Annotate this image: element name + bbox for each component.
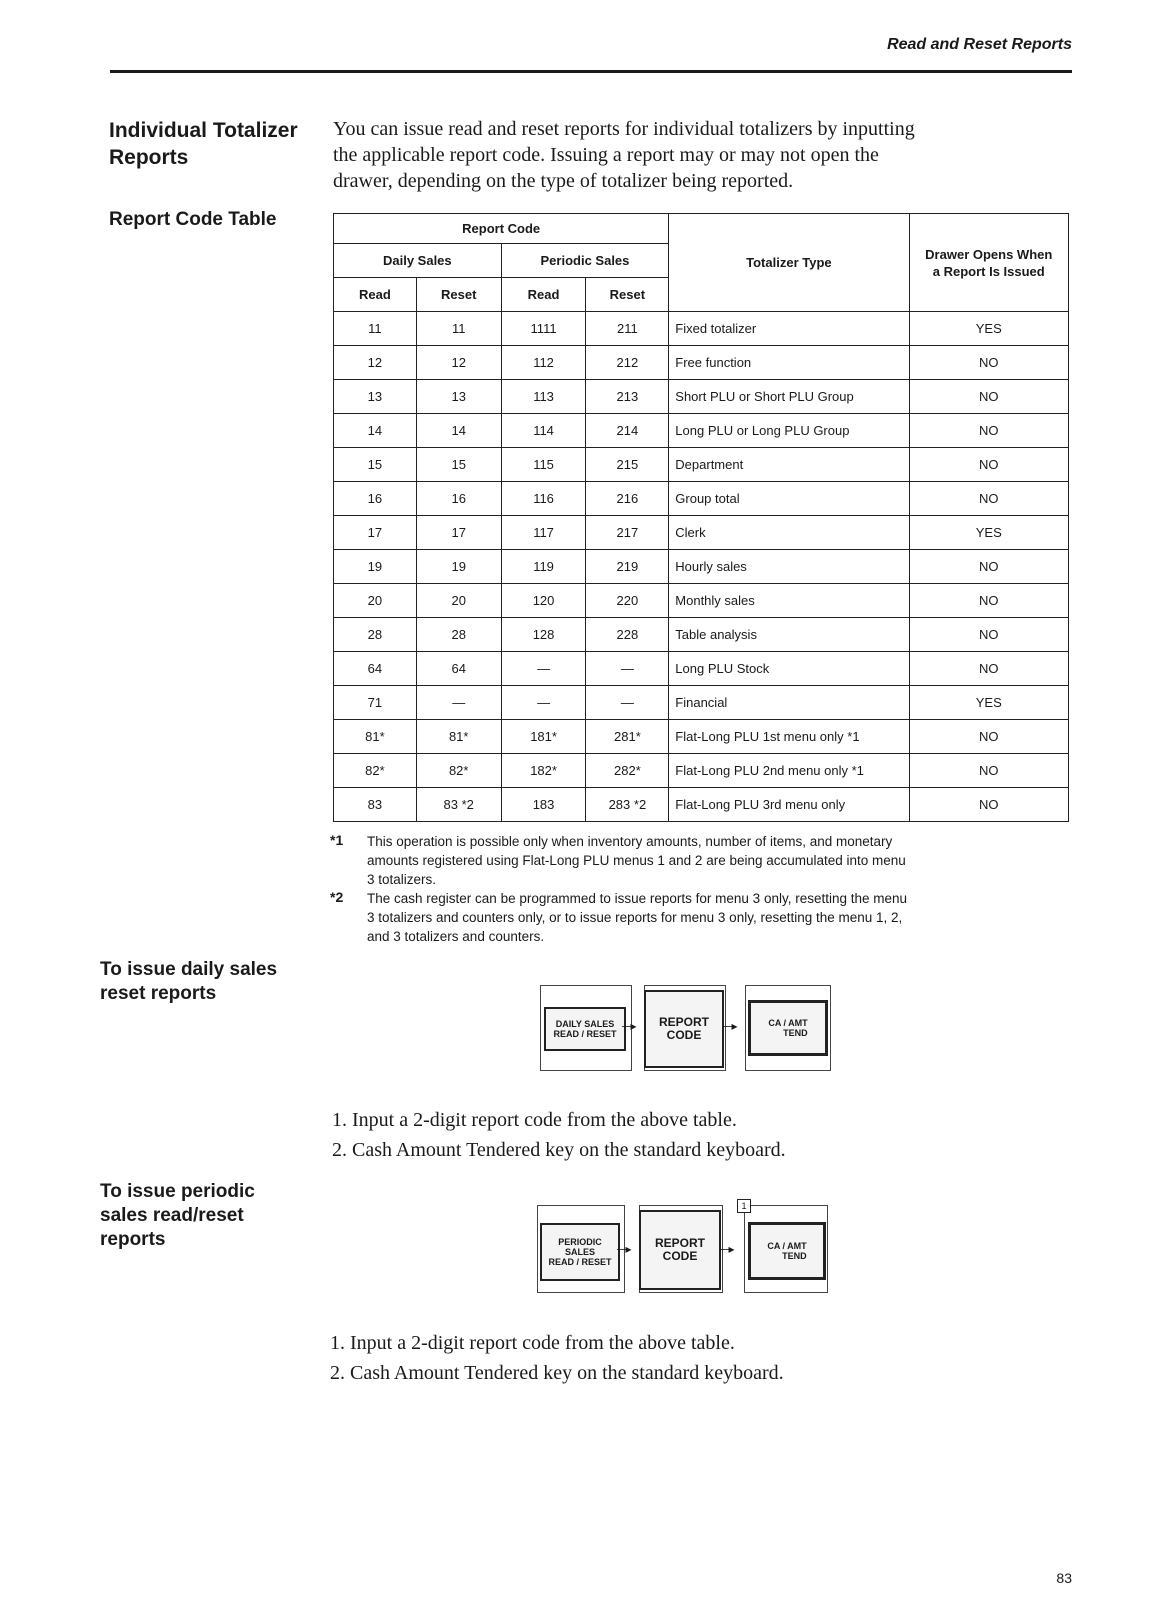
footnote-line: The cash register can be programmed to issue reports for menu 3 only, resetting the menu	[367, 891, 908, 906]
step-item: 1. Input a 2-digit report code from the above table.	[350, 1328, 1036, 1358]
th-drawer-opens-line2: a Report Is Issued	[932, 263, 1045, 279]
cell-daily-read: 28	[334, 618, 417, 652]
periodic-heading	[100, 1180, 255, 1252]
cell-daily-read: 13	[334, 380, 417, 414]
intro-line: You can issue read and reset reports for individual totalizers by inputting	[333, 118, 915, 140]
daily-reset-heading-line2: reset reports	[100, 983, 217, 1004]
key-label-line: CODE	[666, 1028, 702, 1042]
cell-daily-reset: 15	[416, 448, 501, 482]
cell-drawer: NO	[909, 380, 1069, 414]
table-row	[334, 584, 1069, 618]
daily-sales-read-reset-key[interactable]	[544, 1007, 626, 1051]
cell-daily-reset: —	[416, 686, 501, 720]
cell-daily-reset: 81*	[416, 720, 501, 754]
th-periodic-read: Read	[501, 278, 586, 312]
cell-daily-read: 17	[334, 516, 417, 550]
intro-line: drawer, depending on the type of totalizer being reported.	[333, 170, 794, 192]
cell-daily-read: 16	[334, 482, 417, 516]
th-periodic-reset: Reset	[586, 278, 669, 312]
cell-drawer: NO	[909, 448, 1069, 482]
cell-periodic-read: 116	[501, 482, 586, 516]
cell-daily-reset: 11	[416, 312, 501, 346]
cell-drawer: NO	[909, 618, 1069, 652]
cell-daily-reset: 64	[416, 652, 501, 686]
section-title-line2: Reports	[109, 146, 189, 169]
table-row	[334, 788, 1069, 822]
key-label-line: READ / RESET	[548, 1257, 612, 1267]
key-label-line: CA / AMT	[767, 1241, 807, 1251]
cell-drawer: YES	[909, 686, 1069, 720]
page-number: 83	[1056, 1570, 1072, 1586]
cell-periodic-reset: 281*	[586, 720, 669, 754]
cell-type: Monthly sales	[669, 584, 909, 618]
cell-type: Flat-Long PLU 3rd menu only	[669, 788, 909, 822]
cell-periodic-reset: —	[586, 686, 669, 720]
key-label-line: PERIODIC	[558, 1237, 602, 1247]
th-totalizer-type: Totalizer Type	[669, 214, 909, 312]
cell-type: Hourly sales	[669, 550, 909, 584]
cell-type: Fixed totalizer	[669, 312, 909, 346]
key-label-line: TEND	[782, 1251, 807, 1261]
table-row	[334, 652, 1069, 686]
cell-periodic-reset: 213	[586, 380, 669, 414]
cell-daily-reset: 13	[416, 380, 501, 414]
header-rule	[110, 70, 1072, 73]
cell-daily-read: 82*	[334, 754, 417, 788]
cell-periodic-read: 128	[501, 618, 586, 652]
cell-type: Short PLU or Short PLU Group	[669, 380, 909, 414]
footnote-line: 3 totalizers and counters only, or to issue reports for menu 3 only, resetting the menu 1, 2,	[367, 910, 903, 925]
daily-reset-key-sequence	[540, 985, 840, 1075]
key-label-line: REPORT	[654, 1236, 705, 1250]
periodic-sales-read-reset-key[interactable]	[540, 1223, 620, 1281]
cell-periodic-read: 115	[501, 448, 586, 482]
table-row	[334, 482, 1069, 516]
cell-type: Flat-Long PLU 1st menu only *1	[669, 720, 909, 754]
cell-periodic-read: 183	[501, 788, 586, 822]
arrow-right-icon: ─▸	[622, 1019, 637, 1033]
cell-daily-read: 19	[334, 550, 417, 584]
key-label	[767, 1241, 806, 1261]
cell-periodic-reset: 217	[586, 516, 669, 550]
cell-daily-reset: 28	[416, 618, 501, 652]
key-label	[768, 1018, 807, 1038]
cell-daily-reset: 12	[416, 346, 501, 380]
intro-paragraph	[333, 116, 1073, 194]
section-title	[109, 117, 298, 171]
daily-reset-steps	[318, 1105, 1038, 1165]
cell-periodic-reset: 215	[586, 448, 669, 482]
footnote	[330, 889, 1072, 946]
footnote-line: 3 totalizers.	[367, 872, 437, 887]
th-periodic-sales: Periodic Sales	[501, 244, 669, 278]
cell-drawer: NO	[909, 584, 1069, 618]
section-title-line1: Individual Totalizer	[109, 119, 298, 142]
footnote-line: amounts registered using Flat-Long PLU menus 1 and 2 are being accumulated into menu	[367, 853, 906, 868]
cell-periodic-reset: 220	[586, 584, 669, 618]
cell-periodic-reset: 211	[586, 312, 669, 346]
footnote-mark: *1	[330, 832, 344, 848]
cell-periodic-read: 112	[501, 346, 586, 380]
periodic-heading-line2: sales read/reset	[100, 1205, 244, 1226]
periodic-heading-line3: reports	[100, 1229, 166, 1250]
cell-drawer: NO	[909, 788, 1069, 822]
key-label-line: CA / AMT	[768, 1018, 808, 1028]
key-label-line: TEND	[783, 1028, 808, 1038]
table-row	[334, 380, 1069, 414]
periodic-key-sequence	[537, 1201, 837, 1297]
cell-type: Free function	[669, 346, 909, 380]
cell-periodic-reset: 219	[586, 550, 669, 584]
report-code-table	[333, 213, 1069, 822]
cell-type: Clerk	[669, 516, 909, 550]
cell-daily-read: 15	[334, 448, 417, 482]
footnote-line: This operation is possible only when inventory amounts, number of items, and monetary	[367, 834, 893, 849]
steps-list	[318, 1105, 1038, 1165]
footnote-text	[367, 889, 907, 946]
cell-periodic-read: 119	[501, 550, 586, 584]
report-code-key[interactable]	[639, 1210, 721, 1290]
cell-type: Department	[669, 448, 909, 482]
th-drawer-opens	[909, 214, 1069, 312]
key-badge: 1	[737, 1199, 751, 1213]
cell-daily-read: 83	[334, 788, 417, 822]
cell-daily-reset: 16	[416, 482, 501, 516]
cell-periodic-reset: 212	[586, 346, 669, 380]
cell-daily-reset: 14	[416, 414, 501, 448]
footnote-text	[367, 832, 906, 889]
cell-daily-read: 71	[334, 686, 417, 720]
key-label-line: CODE	[662, 1249, 698, 1263]
cell-drawer: NO	[909, 754, 1069, 788]
table-body	[334, 312, 1069, 822]
arrow-right-icon: ─▸	[723, 1019, 738, 1033]
cell-periodic-reset: 216	[586, 482, 669, 516]
key-label-line: REPORT	[658, 1015, 709, 1029]
cell-daily-read: 64	[334, 652, 417, 686]
key-label	[655, 1237, 705, 1263]
th-daily-reset: Reset	[416, 278, 501, 312]
cell-daily-reset: 82*	[416, 754, 501, 788]
cell-periodic-read: 117	[501, 516, 586, 550]
cell-periodic-reset: 228	[586, 618, 669, 652]
cell-periodic-read: 120	[501, 584, 586, 618]
daily-reset-heading	[100, 958, 277, 1006]
cell-daily-read: 81*	[334, 720, 417, 754]
table-row	[334, 448, 1069, 482]
table-row	[334, 312, 1069, 346]
cell-periodic-read: 1111	[501, 312, 586, 346]
steps-list	[316, 1328, 1036, 1388]
table-row	[334, 720, 1069, 754]
cell-daily-reset: 19	[416, 550, 501, 584]
table-row	[334, 516, 1069, 550]
periodic-steps	[316, 1328, 1036, 1388]
cell-periodic-read: —	[501, 686, 586, 720]
cell-type: Group total	[669, 482, 909, 516]
key-label	[548, 1237, 611, 1267]
cell-daily-read: 11	[334, 312, 417, 346]
cell-drawer: NO	[909, 652, 1069, 686]
arrow-right-icon: ─▸	[720, 1242, 735, 1256]
cell-periodic-reset: —	[586, 652, 669, 686]
key-label-line: DAILY SALES	[555, 1019, 615, 1029]
step-item: 2. Cash Amount Tendered key on the standard keyboard.	[350, 1358, 1036, 1388]
key-label-line: READ / RESET	[553, 1029, 617, 1039]
cell-periodic-read: 181*	[501, 720, 586, 754]
intro-line: the applicable report code. Issuing a report may or may not open the	[333, 144, 879, 166]
cell-type: Financial	[669, 686, 909, 720]
cell-periodic-read: 114	[501, 414, 586, 448]
footnote-line: and 3 totalizers and counters.	[367, 929, 545, 944]
table-row	[334, 550, 1069, 584]
cell-drawer: NO	[909, 414, 1069, 448]
cell-drawer: YES	[909, 516, 1069, 550]
cell-drawer: NO	[909, 482, 1069, 516]
cell-daily-reset: 83 *2	[416, 788, 501, 822]
key-label	[659, 1016, 709, 1042]
cell-periodic-read: 182*	[501, 754, 586, 788]
cell-daily-reset: 20	[416, 584, 501, 618]
cell-periodic-read: 113	[501, 380, 586, 414]
running-header: Read and Reset Reports	[887, 36, 1072, 53]
table-row	[334, 686, 1069, 720]
daily-reset-heading-line1: To issue daily sales	[100, 959, 278, 980]
cell-type: Long PLU or Long PLU Group	[669, 414, 909, 448]
table-row	[334, 414, 1069, 448]
ca-amt-tend-key[interactable]	[748, 1222, 826, 1280]
cell-drawer: NO	[909, 720, 1069, 754]
table-row	[334, 346, 1069, 380]
cell-periodic-reset: 214	[586, 414, 669, 448]
th-daily-sales: Daily Sales	[334, 244, 502, 278]
periodic-heading-line1: To issue periodic	[100, 1181, 255, 1202]
footnotes	[330, 832, 1072, 946]
cell-type: Long PLU Stock	[669, 652, 909, 686]
cell-type: Table analysis	[669, 618, 909, 652]
table-row	[334, 754, 1069, 788]
ca-amt-tend-key[interactable]	[748, 1000, 828, 1056]
cell-daily-read: 20	[334, 584, 417, 618]
cell-drawer: YES	[909, 312, 1069, 346]
report-code-key[interactable]	[644, 990, 724, 1068]
table-side-label: Report Code Table	[109, 209, 277, 230]
step-item: 1. Input a 2-digit report code from the above table.	[352, 1105, 1038, 1135]
step-item: 2. Cash Amount Tendered key on the standard keyboard.	[352, 1135, 1038, 1165]
table-row	[334, 618, 1069, 652]
cell-periodic-reset: 283 *2	[586, 788, 669, 822]
cell-periodic-reset: 282*	[586, 754, 669, 788]
th-report-code: Report Code	[334, 214, 669, 244]
footnote	[330, 832, 1072, 889]
cell-type: Flat-Long PLU 2nd menu only *1	[669, 754, 909, 788]
cell-daily-read: 14	[334, 414, 417, 448]
cell-daily-reset: 17	[416, 516, 501, 550]
footnote-mark: *2	[330, 889, 344, 905]
cell-drawer: NO	[909, 550, 1069, 584]
arrow-right-icon: ─▸	[617, 1242, 632, 1256]
key-label	[553, 1019, 616, 1039]
cell-daily-read: 12	[334, 346, 417, 380]
cell-drawer: NO	[909, 346, 1069, 380]
cell-periodic-read: —	[501, 652, 586, 686]
key-label-line: SALES	[564, 1247, 595, 1257]
th-drawer-opens-line1: Drawer Opens When	[925, 246, 1053, 262]
th-daily-read: Read	[334, 278, 417, 312]
